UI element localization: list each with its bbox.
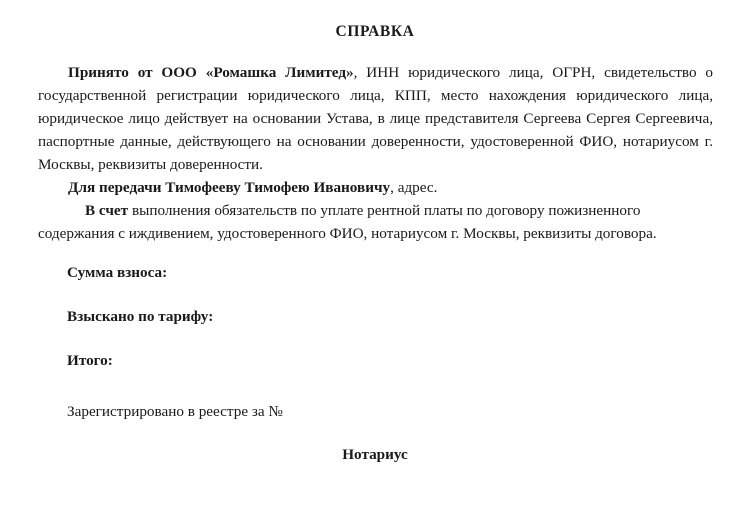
paragraph-accepted-from [38, 61, 713, 176]
paragraph-on-account-of [38, 199, 713, 245]
amount-labels-block [67, 263, 667, 371]
paragraph-accepted-from-text: , ИНН юридического лица, ОГРН, свидетельство о государственной регистрации юридического лица, КПП, место нахождения юридического лица, юридическое лицо действует на основании Устава, в лице представителя Сергеева Сергея Сергеевича, паспортные данные, действующего на основании доверенности, удостоверенной ФИО, нотариусом г. Москвы, реквизиты доверенности. [38, 64, 714, 173]
document-body [38, 61, 713, 245]
label-contribution-amount: Сумма взноса: [67, 264, 168, 281]
paragraph-transfer-to-text: , адрес. [390, 179, 438, 196]
paragraph-on-account-of-lead: В счет [85, 202, 129, 219]
paragraph-on-account-of-text: выполнения обязательств по уплате рентной платы по договору пожизненного содержания с иждивением, удостоверенного ФИО, нотариусом г. Москвы, реквизиты договора. [38, 202, 657, 242]
paragraph-transfer-to [38, 176, 713, 199]
label-tariff-charged: Взыскано по тарифу: [67, 308, 214, 325]
paragraph-transfer-to-lead: Для передачи Тимофееву Тимофею Ивановичу [68, 179, 391, 196]
label-total: Итого: [67, 352, 113, 369]
registry-number-line: Зарегистрировано в реестре за № [67, 403, 283, 420]
paragraph-accepted-from-lead: Принято от ООО «Ромашка Лимитед» [68, 64, 354, 81]
page-title: СПРАВКА [335, 23, 415, 40]
signature-notary: Нотариус [342, 446, 408, 463]
